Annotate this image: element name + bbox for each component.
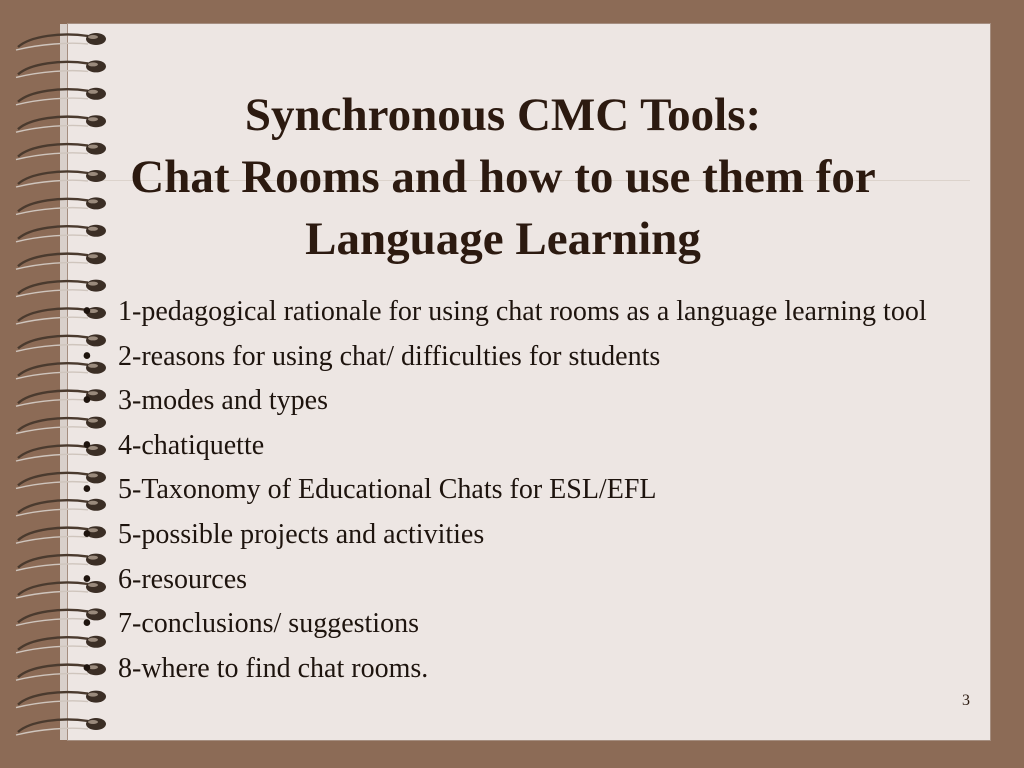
title-line-2: Chat Rooms and how to use them for <box>130 151 876 203</box>
bullet-icon: • <box>82 608 92 640</box>
binding-ring <box>16 60 106 77</box>
bullet-icon: • <box>82 429 92 461</box>
agenda-item-text: 5-Taxonomy of Educational Chats for ESL/EFL <box>118 474 657 506</box>
bullet-icon: • <box>82 474 92 506</box>
title-line-3: Language Learning <box>305 213 701 265</box>
bullet-icon: • <box>82 652 92 684</box>
slide-title <box>68 84 938 270</box>
bullet-icon: • <box>82 296 92 327</box>
binding-ring <box>16 33 106 50</box>
bullet-icon: • <box>82 340 92 372</box>
bullet-icon: • <box>82 518 92 550</box>
agenda-item-6 <box>78 517 958 553</box>
agenda-item-8 <box>78 606 958 642</box>
agenda-item-text: 6-resources <box>118 563 248 595</box>
agenda-item-2 <box>78 339 958 375</box>
agenda-item-text: 8-where to find chat rooms. <box>118 652 429 684</box>
agenda-item-5 <box>78 472 958 508</box>
agenda-item-7 <box>78 562 958 598</box>
agenda-item-text: 5-possible projects and activities <box>118 518 485 550</box>
binding-ring <box>16 718 106 735</box>
agenda-item-text: 4-chatiquette <box>118 429 265 461</box>
agenda-item-9 <box>78 651 958 687</box>
agenda-item-3 <box>78 383 958 419</box>
agenda-item-text: 7-conclusions/ suggestions <box>118 608 419 640</box>
slide-number: 3 <box>962 692 970 709</box>
agenda-item-4 <box>78 428 958 464</box>
agenda-item-text: 3-modes and types <box>118 385 328 417</box>
agenda-item-text: 1-pedagogical rationale for using chat rooms as a language learning tool <box>118 296 927 327</box>
title-line-1: Synchronous CMC Tools: <box>244 89 762 141</box>
agenda-list <box>78 294 958 695</box>
agenda-item-1 <box>78 294 958 330</box>
bullet-icon: • <box>82 385 92 417</box>
bullet-icon: • <box>82 563 92 595</box>
agenda-item-text: 2-reasons for using chat/ difficulties for students <box>118 340 661 372</box>
